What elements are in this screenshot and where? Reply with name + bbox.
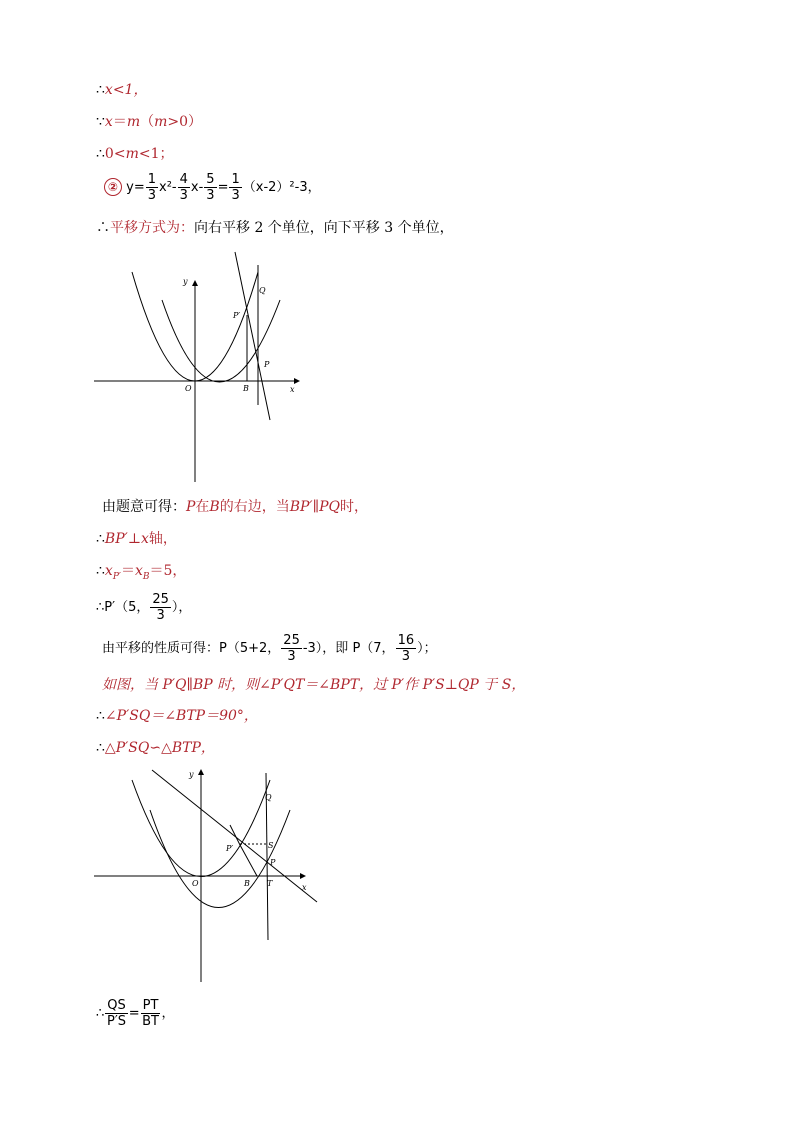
- frac-num: QS: [107, 998, 126, 1013]
- frac-den: 3: [179, 188, 188, 203]
- point-b-label: B: [243, 384, 249, 393]
- line-end: ，: [161, 1006, 175, 1021]
- var-x: x: [104, 563, 113, 579]
- text-c: -3），即 P（7，: [302, 641, 395, 656]
- line-parabola-formula: [104, 172, 321, 203]
- fraction: [281, 633, 302, 664]
- origin-label: O: [192, 879, 199, 888]
- vertex-form-tail: （x-2）²-3，: [242, 180, 321, 195]
- figure-1-parabolas: [92, 250, 312, 485]
- point-p-prime-label: P′: [226, 844, 234, 853]
- fraction: [396, 633, 417, 664]
- y-axis-label: y: [183, 277, 188, 286]
- var-m: m: [125, 146, 139, 162]
- frac-num: 4: [179, 172, 188, 187]
- point-b-label: B: [244, 879, 250, 888]
- axis-text: 轴，: [148, 531, 177, 547]
- frac-num: 25: [152, 592, 169, 607]
- point-q-label: Q: [265, 793, 272, 802]
- y-axis-label: y: [189, 770, 194, 779]
- x-axis-label: x: [290, 385, 295, 394]
- frac-den: P′S: [107, 1014, 127, 1029]
- var-x: x: [104, 114, 113, 130]
- fraction: [105, 998, 127, 1029]
- subscript-b: B: [142, 571, 150, 582]
- line-p-coords: [102, 633, 437, 664]
- formula-y: y=: [126, 180, 145, 195]
- seg-bp: BP′: [289, 499, 313, 515]
- point-s-label: S: [268, 841, 274, 850]
- item-number-2: ②: [104, 178, 122, 196]
- frac-den: 3: [287, 649, 296, 664]
- point-p-prime-label: P′: [233, 311, 241, 320]
- point-q-label: Q: [259, 286, 266, 295]
- text-b: 在: [195, 499, 210, 515]
- line-condition: [102, 497, 368, 517]
- paren: （: [140, 114, 155, 130]
- point-p-label: P: [264, 360, 270, 369]
- point-t-label: T: [267, 879, 273, 888]
- frac-den: 3: [206, 188, 215, 203]
- therefore-symbol: ∴: [96, 531, 105, 547]
- text-d: 时，: [339, 499, 368, 515]
- translation-label: 平移方式为：: [110, 220, 194, 236]
- range-right: <1；: [138, 146, 174, 162]
- therefore-symbol: ∴: [96, 600, 105, 615]
- frac-num: PT: [142, 998, 159, 1013]
- var-m2: m: [154, 114, 168, 130]
- line-proportion: [96, 998, 174, 1029]
- var-p: P: [186, 499, 196, 515]
- frac-den: 3: [147, 188, 157, 203]
- frac-num: 25: [283, 633, 300, 648]
- therefore-symbol: ∴: [96, 563, 105, 579]
- inequality: x<1，: [104, 82, 148, 98]
- line-x-less-1: [96, 80, 147, 100]
- origin-label: O: [185, 384, 192, 393]
- therefore-symbol: ∴: [96, 220, 110, 236]
- seg-bp: BP′: [104, 531, 128, 547]
- frac-den: BT: [142, 1014, 159, 1029]
- frac-num: 16: [397, 633, 415, 648]
- fraction: [141, 998, 161, 1029]
- var-b: B: [209, 499, 220, 515]
- text-d: ）；: [417, 641, 437, 656]
- line-similar: [96, 738, 215, 758]
- value: ＝5，: [149, 563, 187, 579]
- range-left: 0<: [104, 146, 126, 162]
- line-perpendicular: [96, 529, 177, 549]
- var-x: x: [140, 531, 149, 547]
- angle-text: ∠P′SQ＝∠BTP＝90°，: [104, 708, 258, 724]
- eq-sign: =: [217, 180, 229, 195]
- therefore-symbol: ∴: [96, 146, 105, 162]
- line-case-2: [102, 675, 525, 695]
- translation-text: 向右平移 2 个单位，向下平移 3 个单位，: [194, 220, 454, 236]
- case-2-text: 如图，当 P′Q∥BP 时，则∠P′QT＝∠BPT，过 P′作 P′S⊥QP 于 S，: [102, 677, 526, 693]
- figure-2-similar-triangles: [92, 765, 322, 985]
- var-m: m: [126, 114, 141, 130]
- therefore-symbol: ∴: [96, 82, 105, 98]
- term-x: x-: [190, 180, 204, 195]
- frac-num: 5: [206, 172, 215, 187]
- fraction: [146, 172, 158, 203]
- fraction: [178, 172, 190, 203]
- therefore-symbol: ∴: [96, 708, 105, 724]
- text-a: 由平移的性质可得：: [102, 641, 220, 656]
- similar-text: △P′SQ∽△BTP，: [104, 740, 215, 756]
- eq-sign: ＝: [112, 114, 127, 130]
- gt-zero: >0）: [167, 114, 203, 130]
- text-b: P（5+2，: [219, 641, 281, 656]
- perp-sign: ⊥: [127, 531, 141, 547]
- frac-num: 1: [231, 172, 240, 187]
- parallel-sign: ∥: [312, 499, 320, 515]
- fraction: [204, 172, 216, 203]
- frac-num: 1: [147, 172, 157, 187]
- term-x2: x²-: [159, 180, 177, 195]
- frac-den: 3: [401, 649, 410, 664]
- fraction: [229, 172, 241, 203]
- text-a: 由题意可得：: [102, 499, 186, 515]
- x-axis-label: x: [302, 883, 307, 892]
- subscript-p-prime: P′: [112, 571, 121, 582]
- line-x-coordinate: [96, 561, 186, 587]
- frac-den: 3: [231, 188, 240, 203]
- seg-pq: PQ: [319, 499, 340, 515]
- frac-den: 3: [156, 608, 165, 623]
- var-x: x: [134, 563, 143, 579]
- line-translation: [96, 218, 454, 238]
- eq-sign: =: [128, 1006, 140, 1021]
- therefore-symbol: ∴: [96, 740, 105, 756]
- therefore-symbol: ∴: [96, 1006, 105, 1021]
- line-x-equals-m: [96, 112, 202, 132]
- point-end: ），: [171, 600, 192, 615]
- because-symbol: ∵: [96, 114, 105, 130]
- text-c: 的右边，当: [219, 499, 290, 515]
- fraction: [150, 592, 171, 623]
- line-p-prime-coords: [96, 592, 191, 623]
- point-p-label: P: [270, 858, 276, 867]
- line-right-angles: [96, 706, 258, 726]
- eq-sign: ＝: [120, 563, 135, 579]
- point-text: P′（5，: [104, 600, 150, 615]
- line-m-range: [96, 144, 173, 164]
